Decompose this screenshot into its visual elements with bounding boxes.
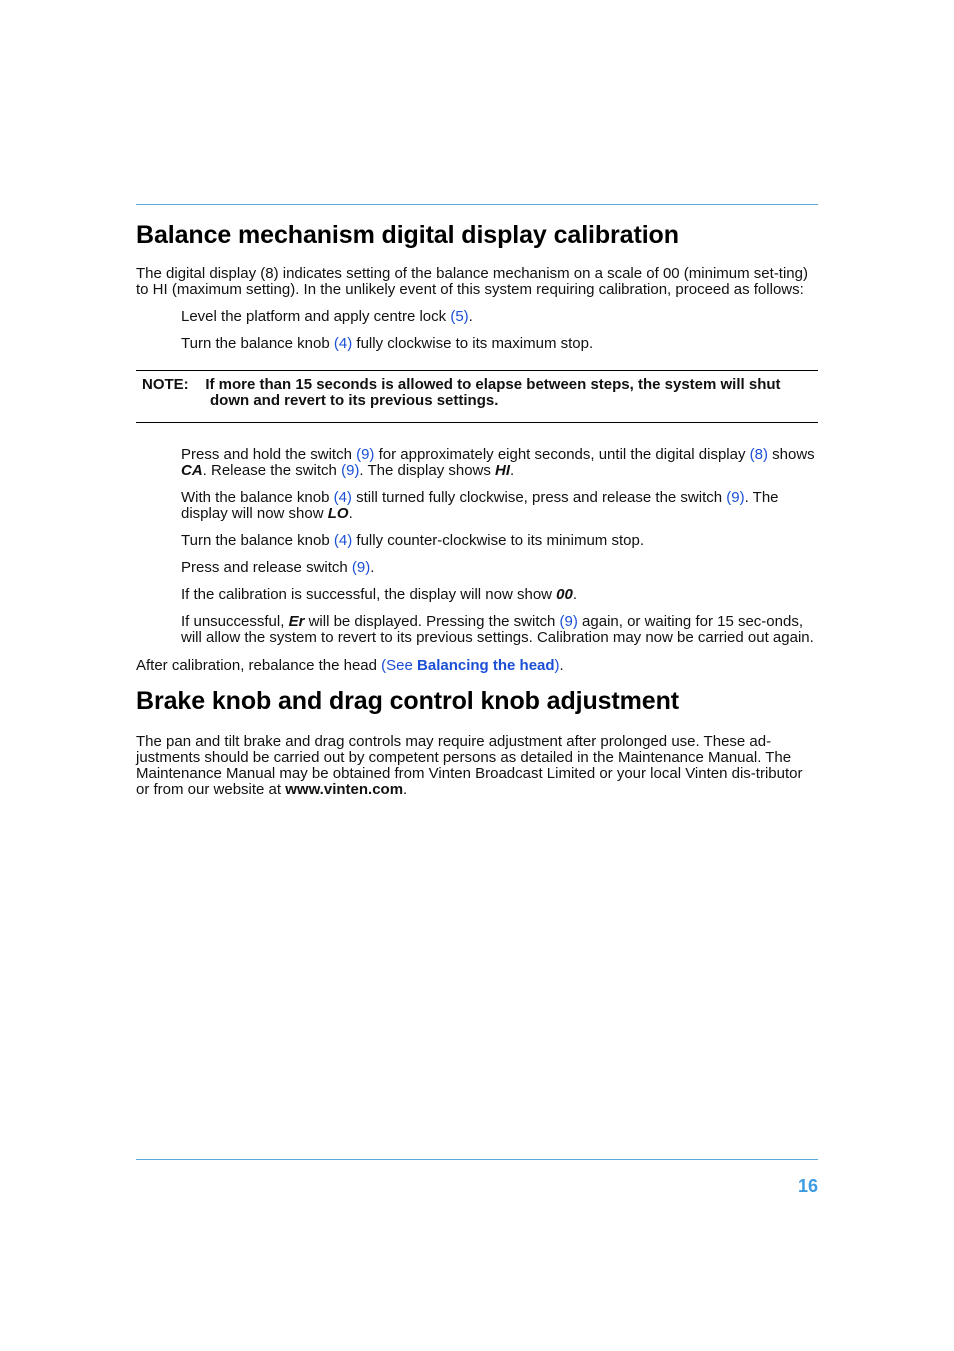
step-press-switch xyxy=(181,560,818,576)
note-text xyxy=(136,377,818,409)
step-text: . The display shows xyxy=(359,462,496,479)
step-text: . The display will now show xyxy=(181,489,779,522)
brake-paragraph xyxy=(136,734,818,798)
step-text: Turn the balance knob xyxy=(181,532,334,549)
see-balancing-link[interactable] xyxy=(381,657,559,674)
display-code: 00 xyxy=(556,586,573,603)
step-text: will be displayed. Pressing the switch xyxy=(304,613,560,630)
after-calibration xyxy=(136,658,818,674)
step-text: shows xyxy=(768,446,815,463)
ref-link-4[interactable]: (4) xyxy=(333,532,353,549)
step-text: Press and release switch xyxy=(181,559,352,576)
step-text: still turned fully clockwise, press and release the switch xyxy=(351,489,727,506)
step-text: Level the platform and apply centre lock xyxy=(181,308,451,325)
link-text: ) xyxy=(554,657,560,674)
page-content xyxy=(136,218,818,798)
link-text-bold: Balancing the head xyxy=(417,657,555,674)
step-text: fully counter-clockwise to its minimum stop. xyxy=(352,532,644,549)
note-label: NOTE: xyxy=(142,376,189,393)
step-unsuccessful xyxy=(181,614,818,646)
step-text: If the calibration is successful, the display will now show xyxy=(181,586,557,603)
ref-link-9[interactable]: (9) xyxy=(559,613,578,630)
ref-link-9[interactable]: (9) xyxy=(356,446,375,463)
website-link[interactable]: www.vinten.com xyxy=(285,781,404,798)
para-text: . xyxy=(403,781,408,798)
step-text: If unsuccessful, xyxy=(181,613,289,630)
step-success xyxy=(181,587,818,603)
step-turn-counter-clockwise xyxy=(181,533,818,549)
step-press-release xyxy=(181,490,818,522)
note-body: If more than 15 seconds is allowed to elapse between steps, the system will shut down and revert to its previous settings. xyxy=(205,376,781,409)
display-code: Er xyxy=(288,613,305,630)
ref-link-9[interactable]: (9) xyxy=(726,489,745,506)
step-text: With the balance knob xyxy=(181,489,334,506)
section-heading-calibration: Balance mechanism digital display calibration xyxy=(136,221,679,249)
ref-link-9[interactable]: (9) xyxy=(341,462,360,479)
step-text: . xyxy=(468,308,473,325)
header-rule xyxy=(136,204,818,205)
intro-paragraph: The digital display (8) indicates setting of the balance mechanism on a scale of 00 (minimum set-ting) to HI (maximum setting). In the unlikely event of this system requiring calibration, proceed as follows: xyxy=(136,265,808,298)
page-number: 16 xyxy=(797,1176,818,1196)
footer-rule xyxy=(136,1159,818,1160)
step-text: Press and hold the switch xyxy=(181,446,357,463)
ref-link-5[interactable]: (5) xyxy=(450,308,469,325)
step-turn-clockwise xyxy=(181,336,818,352)
display-code: LO xyxy=(327,505,349,522)
ref-link-4[interactable]: (4) xyxy=(333,489,352,506)
display-code: HI xyxy=(495,462,511,479)
ref-link-4[interactable]: (4) xyxy=(333,335,353,352)
display-code: CA xyxy=(181,462,203,479)
step-text: . xyxy=(370,559,375,576)
step-text: . xyxy=(559,657,564,674)
note-box xyxy=(136,370,818,423)
step-text: After calibration, rebalance the head xyxy=(136,657,382,674)
step-text: . xyxy=(572,586,578,603)
step-text: . Release the switch xyxy=(202,462,342,479)
ref-link-9[interactable]: (9) xyxy=(351,559,371,576)
step-text: again, or waiting for 15 sec-onds, will allow the system to revert to its previous settings. Calibration may now be carried out again. xyxy=(181,613,814,646)
step-text: Turn the balance knob xyxy=(181,335,334,352)
calibration-steps xyxy=(136,447,818,646)
link-text: (See xyxy=(381,657,418,674)
step-text: . xyxy=(348,505,353,522)
para-text: The pan and tilt brake and drag controls may require adjustment after prolonged use. These ad-justments should be carried out by competent persons as detailed in the Maintenance Manual. The Maintenance Manual may be obtained from Vinten Broadcast Limited or your local Vinten dis-tributor or from our website at xyxy=(136,733,803,798)
step-text: fully clockwise to its maximum stop. xyxy=(352,335,594,352)
ref-link-8[interactable]: (8) xyxy=(749,446,768,463)
step-text: . xyxy=(510,462,515,479)
section-heading-brake: Brake knob and drag control knob adjustment xyxy=(136,687,679,715)
step-level-platform xyxy=(181,309,818,325)
step-text: for approximately eight seconds, until the digital display xyxy=(374,446,750,463)
step-press-hold xyxy=(181,447,818,479)
